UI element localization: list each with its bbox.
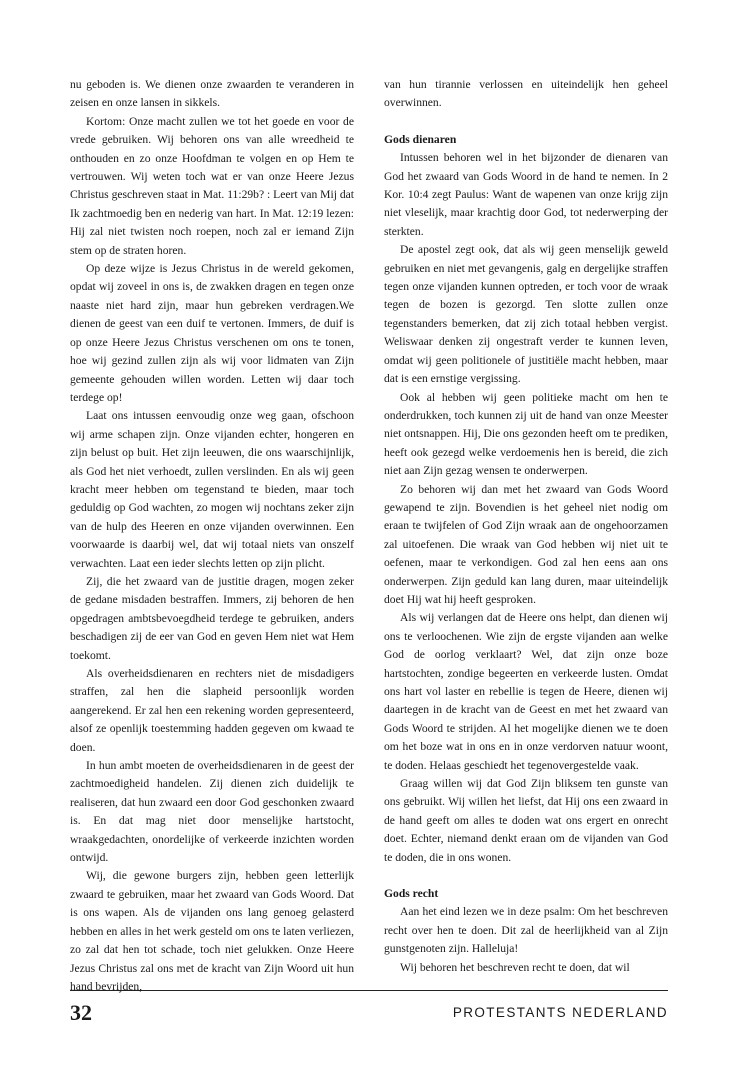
page-body xyxy=(70,76,668,993)
paragraph: Zo behoren wij dan met het zwaard van Gods Woord gewapend te zijn. Bovendien is het geheel niet nodig om eraan te twijfelen of God Zijn wraak aan de ongehoorzamen zal uitoefenen. Die wraak van God hebben wij niet uit te oefenen, maar te verkondigen. God zal hen eens aan ons onderwerpen. Zijn geduld kan lang duren, maar uiteindelijk doet Hij wat hij heeft gesproken. xyxy=(384,482,668,606)
paragraph: nu geboden is. We dienen onze zwaarden te veranderen in zeisen en onze lansen in sikkels. xyxy=(70,78,354,110)
magazine-title: PROTESTANTS NEDERLAND xyxy=(452,1005,668,1020)
paragraph: In hun ambt moeten de overheidsdienaren in de geest der zachtmoedigheid handelen. Zij dienen zich duidelijk te realiseren, dat hun zwaard een door God geschonken zwaard is. En dat mag niet door menselijke hartstocht, wraakgedachten, onordelijke of verkeerde inzichten worden ontwijd. xyxy=(70,759,354,865)
paragraph: Graag willen wij dat God Zijn bliksem ten gunste van ons gebruikt. Wij willen het liefst, dat Hij ons een zwaard in de hand geeft om alles te doden wat ons ergert en onrecht doet. Echter, niemand denkt eraan om de vijanden van God te doden, die in ons wonen. xyxy=(384,777,668,864)
left-column xyxy=(70,76,354,993)
paragraph: Wij behoren het beschreven recht te doen, dat wil xyxy=(400,960,630,974)
footer-divider xyxy=(70,990,668,991)
paragraph: Wij, die gewone burgers zijn, hebben geen letterlijk zwaard te gebruiken, maar het zwaard van Gods Woord. Dat is ons wapen. Als de vijanden ons lang genoeg gelasterd hebben en alles in het werk gesteld om ons te laten verliezen, zo zal dat hen tot schade, toch niet gelukken. Onze Heere Jezus Christus zal ons met de kracht van Zijn Woord uit hun hand bevrijden, xyxy=(70,869,354,993)
paragraph: Zij, die het zwaard van de justitie dragen, mogen zeker de gedane misdaden bestraffen. Immers, zij behoren de hen opgedragen ambtsbevoegdheid terdege te gebruiken, anders beschadigen zij de eer van God en geven Hem niet wat Hem toekomt. xyxy=(70,574,354,662)
page-number: 32 xyxy=(70,1000,92,1025)
paragraph: Als overheidsdienaren en rechters niet de misdadigers straffen, zal hen die slapheid persoonlijk worden aangerekend. Er zal hen een rekening worden gepresenteerd, alsof ze openlijk toestemming hadden gegeven om kwaad te doen. xyxy=(70,667,354,754)
paragraph: De apostel zegt ook, dat als wij geen menselijk geweld gebruiken en niet met gevangenis, galg en dergelijke straffen tegen onze vijanden kunnen optreden, er toch voor de wraak tegen de bozen is gezorgd. Ten slotte zullen onze tegenstanders bemerken, dat zij zich totaal hebben vergist. Weliswaar denken zij ongestraft verder te kunnen leven, omdat wij geen politionele of justitiële macht hebben, maar dat is een ernstige vergissing. xyxy=(384,243,668,386)
paragraph: Kortom: Onze macht zullen we tot het goede en voor de vrede gebruiken. Wij behoren ons van alle wreedheid te onthouden en zo onze Hoofdman te volgen en op Hem te vertrouwen. Wij weten toch wat er van onze Heere Jezus Christus geschreven staat in Mat. 11:29b? : Leert van Mij dat Ik zachtmoedig ben en nederig van hart. In Mat. 12:19 lezen: Hij zal niet twisten noch roepen, noch zal er iemand Zijn stem op de straten horen. xyxy=(70,114,354,257)
paragraph: Op deze wijze is Jezus Christus in de wereld gekomen, opdat wij zoveel in ons is, de zwakken dragen en tegen onze naaste niet hard zijn, maar hun gebreken verdragen.We dienen de geest van een duif te vertonen. Immers, de duif is op onze Heere Jezus Christus verschenen om ons te tonen, hoe wij gezind zullen zijn als wij voor lidmaten van Zijn gemeente gehouden willen worden. Letten wij daar toch terdege op! xyxy=(70,262,354,404)
paragraph: Laat ons intussen eenvoudig onze weg gaan, ofschoon wij arme schapen zijn. Onze vijanden echter, hongeren en zijn belust op buit. Het zijn leeuwen, die ons waarschijnlijk, als God het niet verhoedt, zullen verslinden. En als wij geen kracht meer hebben om tegenstand te bieden, maar toch geduldig op God wachten, zo mogen wij nochtans zeker zijn van de hulp des Heeren en onze vijanden overwinnen. Een voorwaarde is daarbij wel, dat wij totaal niets van onszelf verwachten. Laat een ieder slechts letten op zijn plicht. xyxy=(70,409,354,570)
paragraph: Aan het eind lezen we in deze psalm: Om het beschreven recht over hen te doen. Dit zal de heerlijkheid van al Zijn gunstgenoten zijn. Halleluja! xyxy=(384,905,668,956)
paragraph: Ook al hebben wij geen politieke macht om hen te onderdrukken, toch kunnen zij uit de hand van onze Meester niet ontsnappen. Hij, Die ons gezonden heeft om te prediken, heeft ook gezegd welke verdoemenis hen is bereid, die zich niet aan Zijn gezag wensen te onderwerpen. xyxy=(384,390,668,478)
section-heading-gods-dienaren: Gods dienaren xyxy=(384,132,457,146)
paragraph: van hun tirannie verlossen en uiteindelijk hen geheel overwinnen. xyxy=(384,78,668,110)
paragraph: Als wij verlangen dat de Heere ons helpt, dan dienen wij ons te verloochenen. Wie zijn de ergste vijanden aan welke God de oorlog verklaart? Wel, dat zijn onze boze hartstochten, zondige begeerten en verkeerde lusten. Omdat ons hart vol laster en rebellie is tegen de Heere, dienen wij daartegen in de kracht van de Geest en met het zwaard van Gods Woord te strijden. Al het mogelijke dienen we te doen om het boze wat in ons en in onze verdorven natuur woont, te doden. Helaas geschiedt het tegenovergestelde vaak. xyxy=(384,611,668,772)
right-column xyxy=(384,76,668,974)
section-heading-gods-recht: Gods recht xyxy=(384,887,439,901)
paragraph: Intussen behoren wel in het bijzonder de dienaren van God het zwaard van Gods Woord in de hand te nemen. In 2 Kor. 10:4 zegt Paulus: Want de wapenen van onze krijg zijn niet vleselijk, maar krachtig door God, tot nederwerping der sterkten. xyxy=(384,151,668,238)
